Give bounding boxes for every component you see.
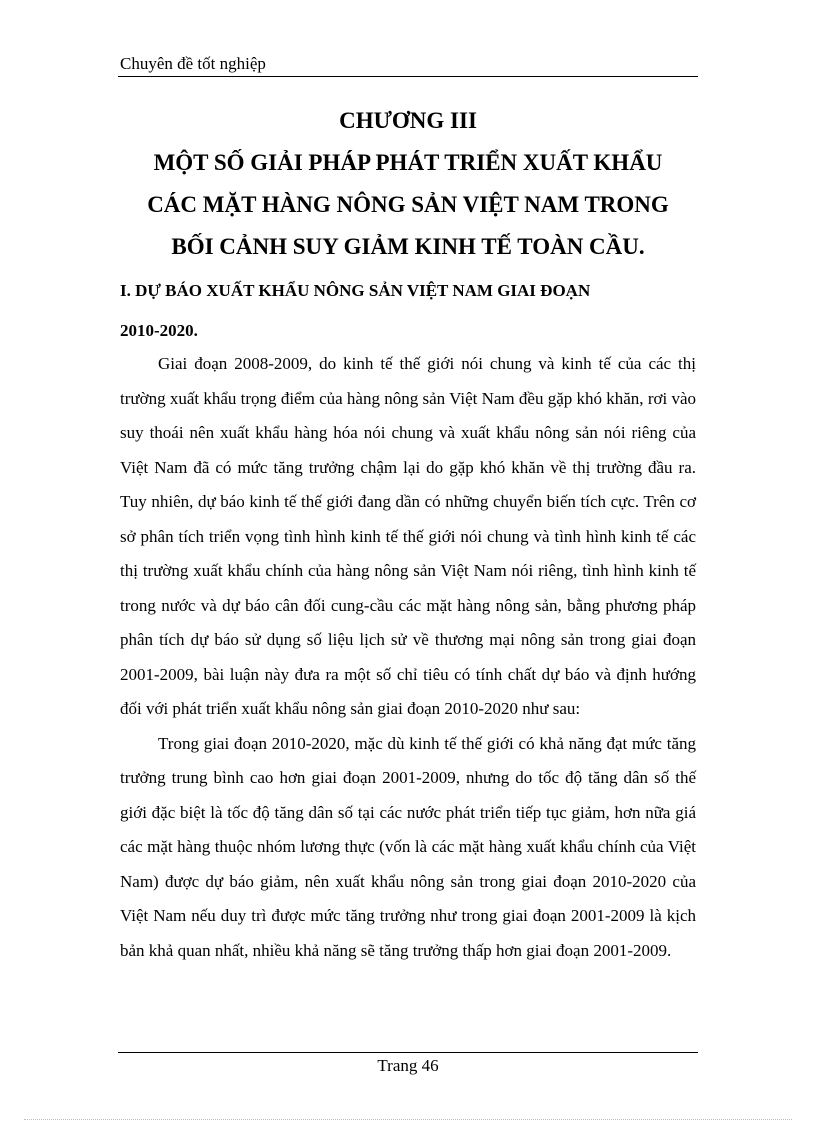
section-heading-line: 2010-2020.: [120, 321, 198, 340]
section-heading: [120, 271, 700, 351]
header-rule: [118, 76, 698, 77]
running-header: Chuyên đề tốt nghiệp: [120, 54, 266, 73]
chapter-title-line: BỐI CẢNH SUY GIẢM KINH TẾ TOÀN CẦU.: [171, 234, 645, 259]
chapter-title-line: MỘT SỐ GIẢI PHÁP PHÁT TRIỂN XUẤT KHẨU: [153, 150, 663, 175]
chapter-number: CHƯƠNG III: [339, 108, 477, 133]
page-number: Trang 46: [377, 1056, 439, 1075]
chapter-title: [118, 100, 698, 268]
paragraph: Trong giai đoạn 2010-2020, mặc dù kinh tế thế giới có khả năng đạt mức tăng trưởng trung bình cao hơn giai đoạn 2001-2009, nhưng do tốc độ tăng dân số thế giới đặc biệt là tốc độ tăng dân số tại các nước phát triển tiếp tục giảm, hơn nữa giá các mặt hàng thuộc nhóm lương thực (vốn là các mặt hàng xuất khẩu chính của Việt Nam) được dự báo giảm, nên xuất khẩu nông sản trong giai đoạn 2010-2020 của Việt Nam nếu duy trì được mức tăng trưởng như trong giai đoạn 2001-2009 là kịch bản khả quan nhất, nhiều khả năng sẽ tăng trưởng thấp hơn giai đoạn 2001-2009.: [120, 733, 696, 960]
page-edge-divider: [24, 1119, 792, 1120]
paragraph: Giai đoạn 2008-2009, do kinh tế thế giới nói chung và kinh tế của các thị trường xuất khẩu trọng điểm của hàng nông sản Việt Nam đều gặp khó khăn, rơi vào suy thoái nên xuất khẩu hàng hóa nói chung và xuất khẩu nông sản nói riêng của Việt Nam đã có mức tăng trưởng chậm lại do gặp khó khăn về thị trường đầu ra. Tuy nhiên, dự báo kinh tế thế giới đang dần có những chuyển biến tích cực. Trên cơ sở phân tích triển vọng tình hình kinh tế thế giới nói chung và tình hình kinh tế các thị trường xuất khẩu chính của hàng nông sản Việt Nam nói riêng, tình hình kinh tế trong nước và dự báo cân đối cung-cầu các mặt hàng nông sản, bằng phương pháp phân tích dự báo sử dụng số liệu lịch sử về thương mại nông sản trong giai đoạn 2001-2009, bài luận này đưa ra một số chỉ tiêu có tính chất dự báo và định hướng đối với phát triển xuất khẩu nông sản giai đoạn 2010-2020 như sau:: [120, 354, 696, 718]
footer-rule: [118, 1052, 698, 1053]
chapter-title-line: CÁC MẶT HÀNG NÔNG SẢN VIỆT NAM TRONG: [147, 192, 669, 217]
body-text: [120, 347, 696, 968]
section-heading-line: I. DỰ BÁO XUẤT KHẨU NÔNG SẢN VIỆT NAM GIAI ĐOẠN: [120, 281, 591, 300]
